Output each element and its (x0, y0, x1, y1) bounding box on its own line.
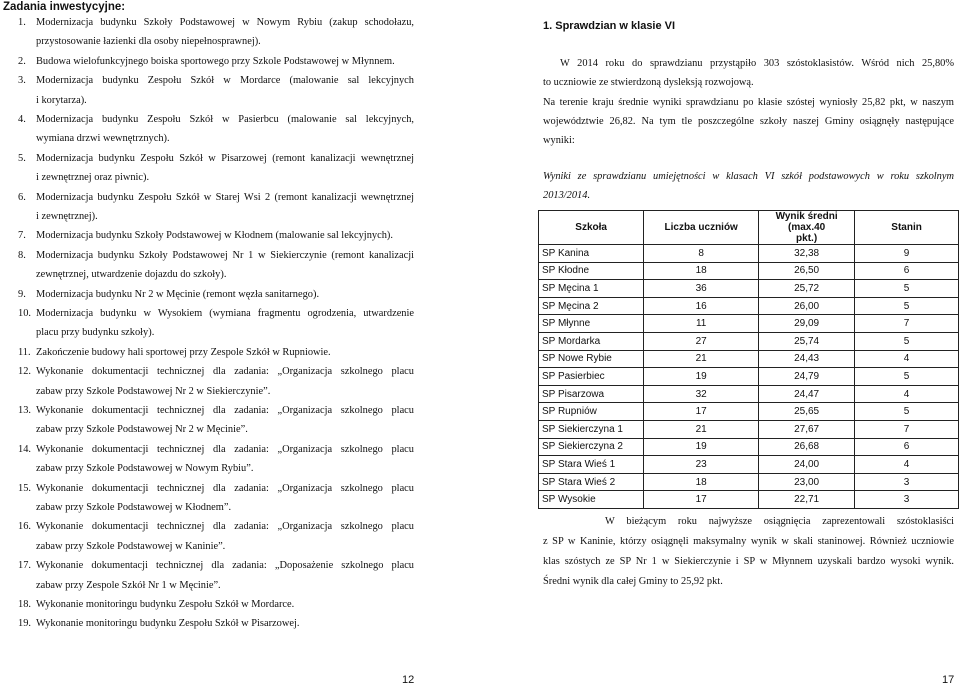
task-text-line: i zewnętrznej). (36, 210, 98, 222)
task-item (18, 618, 423, 629)
task-text-line: zabaw przy Szkole Podstawowej Nr 2 w Męcinie”. (36, 424, 248, 436)
cell-average: 29,09 (759, 315, 855, 333)
table-row (539, 368, 959, 386)
task-text-line: Wykonanie dokumentacji technicznej dla zadania: „Organizacja szkolnego placu (36, 405, 414, 416)
cell-school: SP Męcina 1 (539, 280, 644, 298)
cell-average: 24,00 (759, 456, 855, 474)
task-text-line: Modernizacja budynku Szkoły Podstawowej w Kłodnem (malowanie sal lekcyjnych). (36, 230, 393, 242)
task-number: 3. (18, 75, 26, 87)
task-text-line: Wykonanie monitoringu budynku Zespołu Szkół w Pisarzowej. (36, 618, 300, 630)
cell-average: 25,74 (759, 332, 855, 350)
task-item (18, 308, 423, 339)
cell-average: 32,38 (759, 245, 855, 263)
cell-school: SP Wysokie (539, 491, 644, 509)
cell-stanine: 5 (855, 368, 959, 386)
task-number: 17. (18, 560, 31, 572)
cell-stanine: 9 (855, 245, 959, 263)
task-text-line: Wykonanie dokumentacji technicznej dla zadania: „Organizacja szkolnego placu (36, 482, 414, 494)
table-header-row (539, 211, 959, 245)
task-text-line: Modernizacja budynku Zespołu Szkół w Pisarzowej (remont kanalizacji wewnętrznej (36, 152, 414, 164)
cell-average: 23,00 (759, 473, 855, 491)
task-number: 5. (18, 152, 26, 164)
cell-average: 24,79 (759, 368, 855, 386)
cell-students: 21 (644, 350, 759, 368)
task-text-line: Zakończenie budowy hali sportowej przy Zespole Szkół w Rupniowie. (36, 346, 331, 358)
task-text-line: Modernizacja budynku Zespołu Szkół w Mordarce (malowanie sal lekcyjnych (36, 75, 414, 87)
table-row (539, 262, 959, 280)
table-row (539, 332, 959, 350)
task-number: 13. (18, 405, 31, 416)
task-text-line: i zewnętrznej oraz piwnic). (36, 172, 150, 184)
table-row (539, 403, 959, 421)
cell-students: 8 (644, 245, 759, 263)
task-text-line: i korytarza). (36, 94, 87, 106)
cell-students: 21 (644, 420, 759, 438)
task-number: 9. (18, 288, 26, 300)
cell-school: SP Stara Wieś 1 (539, 456, 644, 474)
task-number: 15. (18, 482, 31, 494)
cell-stanine: 5 (855, 297, 959, 315)
cell-students: 32 (644, 385, 759, 403)
cell-stanine: 5 (855, 280, 959, 298)
task-item (18, 191, 423, 222)
cell-school: SP Stara Wieś 2 (539, 473, 644, 491)
task-item (18, 152, 423, 184)
task-number: 18. (18, 599, 31, 610)
task-number: 7. (18, 230, 26, 242)
task-text-line: Modernizacja budynku Szkoły Podstawowej w Nowym Rybiu (zakup schodołazu, (36, 17, 414, 28)
task-number: 16. (18, 521, 31, 533)
cell-stanine: 4 (855, 350, 959, 368)
task-item (18, 443, 423, 475)
page-number-right: 17 (942, 674, 955, 686)
cell-students: 23 (644, 456, 759, 474)
task-item (18, 75, 423, 106)
cell-school: SP Młynne (539, 315, 644, 333)
cell-stanine: 7 (855, 420, 959, 438)
table-row (539, 297, 959, 315)
task-text-line: Wykonanie monitoringu budynku Zespołu Szkół w Mordarce. (36, 599, 295, 610)
cell-school: SP Mordarka (539, 332, 644, 350)
task-text-line: Modernizacja budynku w Wysokiem (wymiana fragmentu ogrodzenia, utwardzenie (36, 308, 414, 319)
paragraph-line: Na terenie kraju średnie wyniki sprawdzianu po klasie szóstej wyniosły 25,82 pkt, w naszym (543, 97, 954, 108)
caption-line: Wyniki ze sprawdzianu umiejętności w klasach VI szkół podstawowych w roku szkolnym (543, 171, 954, 182)
task-item (18, 289, 423, 300)
cell-average: 26,68 (759, 438, 855, 456)
cell-school: SP Kanina (539, 245, 644, 263)
cell-school: SP Męcina 2 (539, 297, 644, 315)
task-text-line: Wykonanie dokumentacji technicznej dla zadania: „Organizacja szkolnego placu (36, 443, 414, 455)
table-row (539, 245, 959, 263)
cell-school: SP Rupniów (539, 403, 644, 421)
task-text-line: Modernizacja budynku Nr 2 w Męcinie (remont węzła sanitarnego). (36, 288, 320, 300)
cell-average: 27,67 (759, 420, 855, 438)
table-row (539, 280, 959, 298)
paragraph-line: to uczniowie ze stwierdzoną dysleksją rozwojową. (543, 77, 754, 88)
cell-students: 36 (644, 280, 759, 298)
header-school: Szkoła (539, 211, 644, 245)
table-row (539, 385, 959, 403)
results-table (538, 210, 959, 509)
table-row (539, 420, 959, 438)
task-item (18, 521, 423, 552)
table-row (539, 350, 959, 368)
cell-average: 24,43 (759, 350, 855, 368)
task-number: 4. (18, 114, 26, 125)
task-item (18, 482, 423, 513)
table-row (539, 456, 959, 474)
cell-stanine: 6 (855, 438, 959, 456)
cell-school: SP Siekierczyna 1 (539, 420, 644, 438)
paragraph-line: W bieżącym roku najwyższe osiągnięcia zaprezentowali szóstoklasiści (605, 516, 954, 527)
cell-average: 25,72 (759, 280, 855, 298)
task-item (18, 599, 423, 610)
paragraph-line: z SP w Kaninie, którzy osiągnęli maksymalny wynik w skali staninowej. Również uczniowie (543, 536, 954, 547)
caption-line: 2013/2014. (543, 190, 591, 201)
cell-students: 16 (644, 297, 759, 315)
cell-school: SP Kłodne (539, 262, 644, 280)
task-item (18, 17, 423, 48)
cell-stanine: 3 (855, 473, 959, 491)
task-text-line: Wykonanie dokumentacji technicznej dla zadania: „Organizacja szkolnego placu (36, 366, 414, 378)
task-text-line: Modernizacja budynku Zespołu Szkół w Starej Wsi 2 (remont kanalizacji wewnętrznej (36, 191, 414, 203)
task-item (18, 249, 423, 281)
cell-school: SP Pasierbiec (539, 368, 644, 386)
task-number: 2. (18, 55, 26, 67)
task-text-line: Modernizacja budynku Szkoły Podstawowej Nr 1 w Siekierczynie (remont kanalizacji (36, 249, 414, 261)
cell-stanine: 5 (855, 332, 959, 350)
task-text-line: zabaw przy Zespole Szkół Nr 1 w Męcinie”. (36, 579, 221, 591)
paragraph-line: klas szóstych ze SP Nr 1 w Siekierczynie i SP w Młynnem uzyskali bardzo wysoki wynik. (543, 556, 954, 567)
header-average (759, 211, 855, 245)
cell-students: 27 (644, 332, 759, 350)
task-text-line: wymiana drzwi wewnętrznych). (36, 133, 170, 145)
task-item (18, 114, 423, 145)
section-title: 1. Sprawdzian w klasie VI (543, 20, 676, 32)
paragraph-line: W 2014 roku do sprawdzianu przystąpiło 303 szóstoklasistów. Wśród nich 25,80% (560, 58, 954, 69)
page-number-left: 12 (402, 674, 415, 686)
cell-students: 11 (644, 315, 759, 333)
cell-students: 19 (644, 368, 759, 386)
task-text-line: zabaw przy Szkole Podstawowej w Nowym Rybiu”. (36, 463, 254, 475)
task-text-line: Modernizacja budynku Zespołu Szkół w Pasierbcu (malowanie sal lekcyjnych, (36, 114, 414, 125)
cell-stanine: 5 (855, 403, 959, 421)
task-number: 11. (18, 346, 31, 358)
header-average-line2: pkt.) (796, 233, 818, 244)
cell-students: 18 (644, 262, 759, 280)
task-number: 8. (18, 249, 26, 261)
task-number: 19. (18, 618, 31, 630)
cell-students: 19 (644, 438, 759, 456)
task-text-line: Wykonanie dokumentacji technicznej dla zadania: „Doposażenie szkolnego placu (36, 560, 414, 572)
task-item (18, 230, 423, 241)
header-average-line1: Wynik średni (max.40 (775, 211, 838, 233)
task-text-line: zabaw przy Szkole Podstawowej w Kaninie”. (36, 540, 226, 552)
task-text-line: Budowa wielofunkcyjnego boiska sportowego przy Szkole Podstawowej w Młynnem. (36, 55, 395, 67)
cell-school: SP Pisarzowa (539, 385, 644, 403)
task-number: 1. (18, 17, 26, 28)
task-text-line: zabaw przy Szkole Podstawowej w Kłodnem”. (36, 501, 232, 513)
header-stanine: Stanin (855, 211, 959, 245)
cell-stanine: 6 (855, 262, 959, 280)
paragraph-line: Średni wynik dla całej Gminy to 25,92 pkt. (543, 576, 723, 587)
table-row (539, 473, 959, 491)
task-item (18, 347, 423, 358)
cell-stanine: 4 (855, 385, 959, 403)
cell-students: 18 (644, 473, 759, 491)
paragraph-line: województwie 26,82. Na tym tle poszczególne szkoły naszej Gminy osiągnęły następujące (543, 116, 954, 127)
header-students: Liczba uczniów (644, 211, 759, 245)
table-row (539, 315, 959, 333)
task-number: 10. (18, 308, 31, 319)
cell-stanine: 4 (855, 456, 959, 474)
task-text-line: Wykonanie dokumentacji technicznej dla zadania: „Organizacja szkolnego placu (36, 521, 414, 533)
task-text-line: zabaw przy Szkole Podstawowej Nr 2 w Siekierczynie”. (36, 385, 271, 397)
cell-stanine: 7 (855, 315, 959, 333)
cell-students: 17 (644, 491, 759, 509)
task-item (18, 366, 423, 397)
paragraph-line: wyniki: (543, 135, 575, 146)
cell-stanine: 3 (855, 491, 959, 509)
table-row (539, 438, 959, 456)
cell-average: 26,50 (759, 262, 855, 280)
task-number: 14. (18, 443, 31, 455)
cell-average: 22,71 (759, 491, 855, 509)
task-item (18, 405, 423, 436)
task-item (18, 56, 423, 67)
task-number: 12. (18, 366, 31, 378)
task-text-line: placu przy budynku szkoły). (36, 327, 155, 339)
cell-students: 17 (644, 403, 759, 421)
section-header: Zadania inwestycyjne: (3, 1, 126, 13)
task-item (18, 560, 423, 591)
task-number: 6. (18, 191, 26, 203)
cell-school: SP Siekierczyna 2 (539, 438, 644, 456)
cell-average: 26,00 (759, 297, 855, 315)
cell-average: 25,65 (759, 403, 855, 421)
table-row (539, 491, 959, 509)
task-text-line: zewnętrznej, utwardzenie dojazdu do szkoły). (36, 269, 227, 281)
cell-average: 24,47 (759, 385, 855, 403)
cell-school: SP Nowe Rybie (539, 350, 644, 368)
task-text-line: przystosowanie łazienki dla osoby niepełnosprawnej). (36, 36, 261, 48)
